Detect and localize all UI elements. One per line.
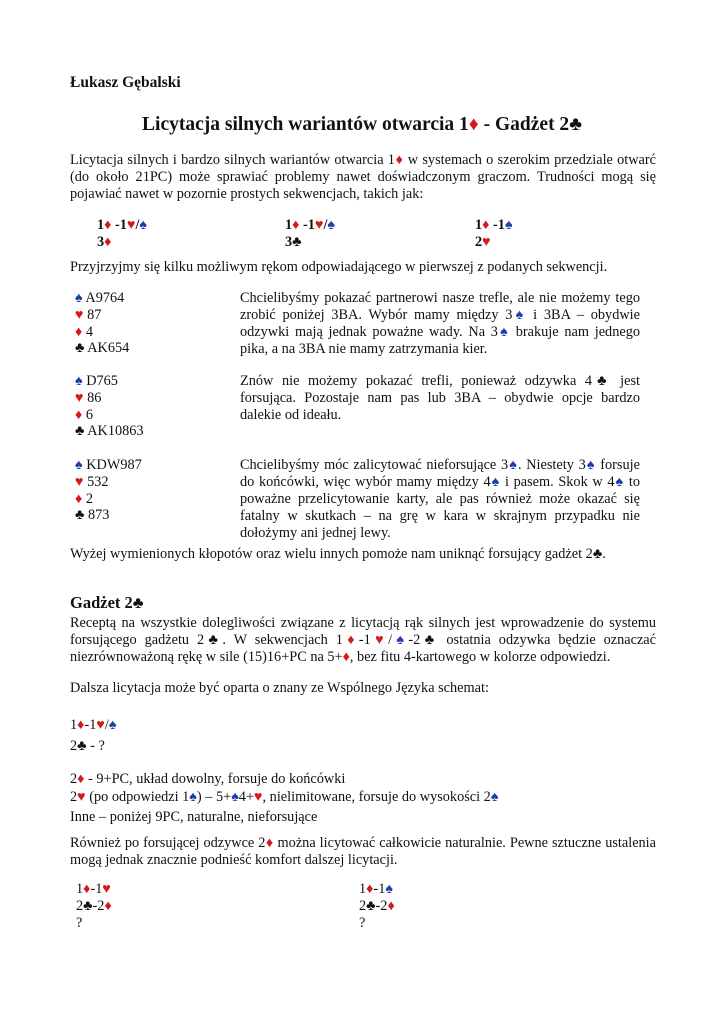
club-icon: ♣ xyxy=(132,593,144,612)
summary-paragraph: Wyżej wymienionych kłopotów oraz wielu innych pomoże nam uniknąć forsujący gadżet 2♣. xyxy=(70,546,606,562)
rebid-1: 2♦ - 9+PC, układ dowolny, forsuje do końcówki xyxy=(70,771,346,787)
diamond-icon: ♦ xyxy=(77,771,85,787)
spade-icon: ♠ xyxy=(231,789,239,805)
heart-icon: ♥ xyxy=(126,217,136,233)
diamond-icon: ♦ xyxy=(104,898,112,914)
club-icon: ♣ xyxy=(569,114,582,135)
club-icon: ♣ xyxy=(204,632,223,648)
page-title: Licytacja silnych wariantów otwarcia 1♦ - Gadżet 2♣ xyxy=(142,114,582,135)
diamond-icon: ♦ xyxy=(83,881,91,897)
diamond-icon: ♦ xyxy=(104,234,112,250)
club-icon: ♣ xyxy=(75,423,85,440)
scheme-intro: Dalsza licytacja może być oparta o znany ze Wspólnego Języka schemat: xyxy=(70,680,489,696)
diamond-icon: ♦ xyxy=(482,217,490,233)
diamond-icon: ♦ xyxy=(104,217,112,233)
heart-icon: ♥ xyxy=(370,632,389,648)
gadget-paragraph: Receptą na wszystkie dolegliwości związane z licytacją rąk silnych jest wprowadzenie do systemu forsującego gadżetu 2♣. W sekwencjach 1♦-1♥/♠-2♣ ostatnia odzywka będzie oznaczać niezrównoważoną rękę w sile (15)16+PC na 5+♦, bez fitu 4-kartowego w kolorze odpowiedzi. xyxy=(70,615,656,665)
consider-paragraph: Przyjrzyjmy się kilku możliwym rękom odpowiadającego w pierwszej z podanych sekwencji. xyxy=(70,259,608,275)
closing-paragraph: Również po forsującej odzywce 2♦ można licytować całkowicie naturalnie. Pewne sztuczne ustalenia mogą jednak znacznie podnieść komfort dalszej licytacji. xyxy=(70,835,657,868)
club-icon: ♣ xyxy=(77,738,87,754)
club-icon: ♣ xyxy=(592,546,603,562)
diamond-icon: ♦ xyxy=(342,632,359,648)
author-name: Łukasz Gębalski xyxy=(70,74,181,91)
diamond-icon: ♦ xyxy=(77,717,85,733)
bidding-example-2: 1♦-1♠ 2♣-2♦ ? xyxy=(359,881,395,931)
diamond-icon: ♦ xyxy=(292,217,300,233)
spade-icon: ♠ xyxy=(585,457,596,473)
spade-icon: ♠ xyxy=(504,217,513,233)
club-icon: ♣ xyxy=(366,898,376,914)
spade-icon: ♠ xyxy=(508,457,518,473)
spade-icon: ♠ xyxy=(490,789,499,805)
diamond-icon: ♦ xyxy=(75,490,83,507)
spade-icon: ♠ xyxy=(614,474,625,490)
diamond-icon: ♦ xyxy=(75,323,83,340)
diamond-icon: ♦ xyxy=(75,406,83,423)
spade-icon: ♠ xyxy=(497,324,510,340)
spade-icon: ♠ xyxy=(139,217,148,233)
diamond-icon: ♦ xyxy=(394,152,404,168)
heart-icon: ♥ xyxy=(75,389,84,406)
spade-icon: ♠ xyxy=(327,217,336,233)
club-icon: ♣ xyxy=(420,632,439,648)
spade-icon: ♠ xyxy=(385,881,393,897)
diamond-icon: ♦ xyxy=(387,898,395,914)
spade-icon: ♠ xyxy=(189,789,197,805)
club-icon: ♣ xyxy=(592,373,612,389)
heart-icon: ♥ xyxy=(75,306,84,323)
bidding-example-1: 1♦-1♥ 2♣-2♦ ? xyxy=(76,881,112,931)
spade-icon: ♠ xyxy=(512,307,527,323)
heart-icon: ♥ xyxy=(102,881,111,897)
heart-icon: ♥ xyxy=(75,473,84,490)
diamond-icon: ♦ xyxy=(366,881,374,897)
spade-icon: ♠ xyxy=(108,717,117,733)
heart-icon: ♥ xyxy=(96,717,105,733)
heart-icon: ♥ xyxy=(77,789,86,805)
hand-3: ♠ KDW987 ♥ 532 ♦ 2 ♣ 873 xyxy=(75,457,142,524)
spade-icon: ♠ xyxy=(75,373,83,389)
heart-icon: ♥ xyxy=(482,234,491,250)
intro-paragraph: Licytacja silnych i bardzo silnych wariantów otwarcia 1♦ w systemach o szerokim przedziale otwarć (do około 21PC) może sprawiać problemy nawet doświadczonym graczom. Trudności mogą się pojawiać nawet w pozornie prostych sekwencjach, takich jak: xyxy=(70,152,657,202)
hand-1-description: Chcielibyśmy pokazać partnerowi nasze trefle, ale nie możemy tego zrobić poniżej 3BA. Wybór mamy między 3♠ i 3BA – obydwie odzywki mają jednak poważne wady. Na 3♠ brakuje nam jednego pika, a na 3BA nie mamy zatrzymania kier. xyxy=(240,290,640,357)
sequence-3: 1♦ -1♠ 2♥ xyxy=(475,217,513,250)
sequence-2: 1♦ -1♥/♠ 3♣ xyxy=(285,217,336,250)
hand-2-description: Znów nie możemy pokazać trefli, ponieważ odzywka 4♣ jest forsująca. Pozostaje nam pas lub 3BA – obydwie opcje bardzo dalekie od ideału. xyxy=(240,373,640,423)
hand-1: ♠ A9764 ♥ 87 ♦ 4 ♣ AK654 xyxy=(75,290,130,357)
club-icon: ♣ xyxy=(75,340,85,357)
diamond-icon: ♦ xyxy=(468,114,479,135)
scheme-question: 2♣ - ? xyxy=(70,738,105,754)
heart-icon: ♥ xyxy=(314,217,324,233)
scheme-sequence: 1♦-1♥/♠ xyxy=(70,717,117,733)
hand-2: ♠ D765 ♥ 86 ♦ 6 ♣ AK10863 xyxy=(75,373,144,440)
heart-icon: ♥ xyxy=(254,789,263,805)
diamond-icon: ♦ xyxy=(342,649,350,665)
sequence-1: 1♦ -1♥/♠ 3♦ xyxy=(97,217,148,250)
spade-icon: ♠ xyxy=(392,632,409,648)
diamond-icon: ♦ xyxy=(265,835,274,851)
section-heading: Gadżet 2♣ xyxy=(70,593,144,612)
hand-3-description: Chcielibyśmy móc zalicytować nieforsujące 3♠. Niestety 3♠ forsuje do końcówki, więc wybór mamy między 4♠ i pasem. Skok w 4♠ to poważne przelicytowanie karty, ale pas również może okazać się fatalny w skutkach – na grę w kara w skrajnym przypadku nie dołożymy ani jednej lewy. xyxy=(240,457,640,541)
spade-icon: ♠ xyxy=(75,457,83,473)
spade-icon: ♠ xyxy=(75,290,83,306)
spade-icon: ♠ xyxy=(490,474,501,490)
club-icon: ♣ xyxy=(75,507,85,524)
club-icon: ♣ xyxy=(83,898,93,914)
rebid-3: Inne – poniżej 9PC, naturalne, nieforsujące xyxy=(70,809,318,825)
rebid-2: 2♥ (po odpowiedzi 1♠) – 5+♠4+♥, nielimitowane, forsuje do wysokości 2♠ xyxy=(70,789,499,805)
club-icon: ♣ xyxy=(292,234,302,250)
